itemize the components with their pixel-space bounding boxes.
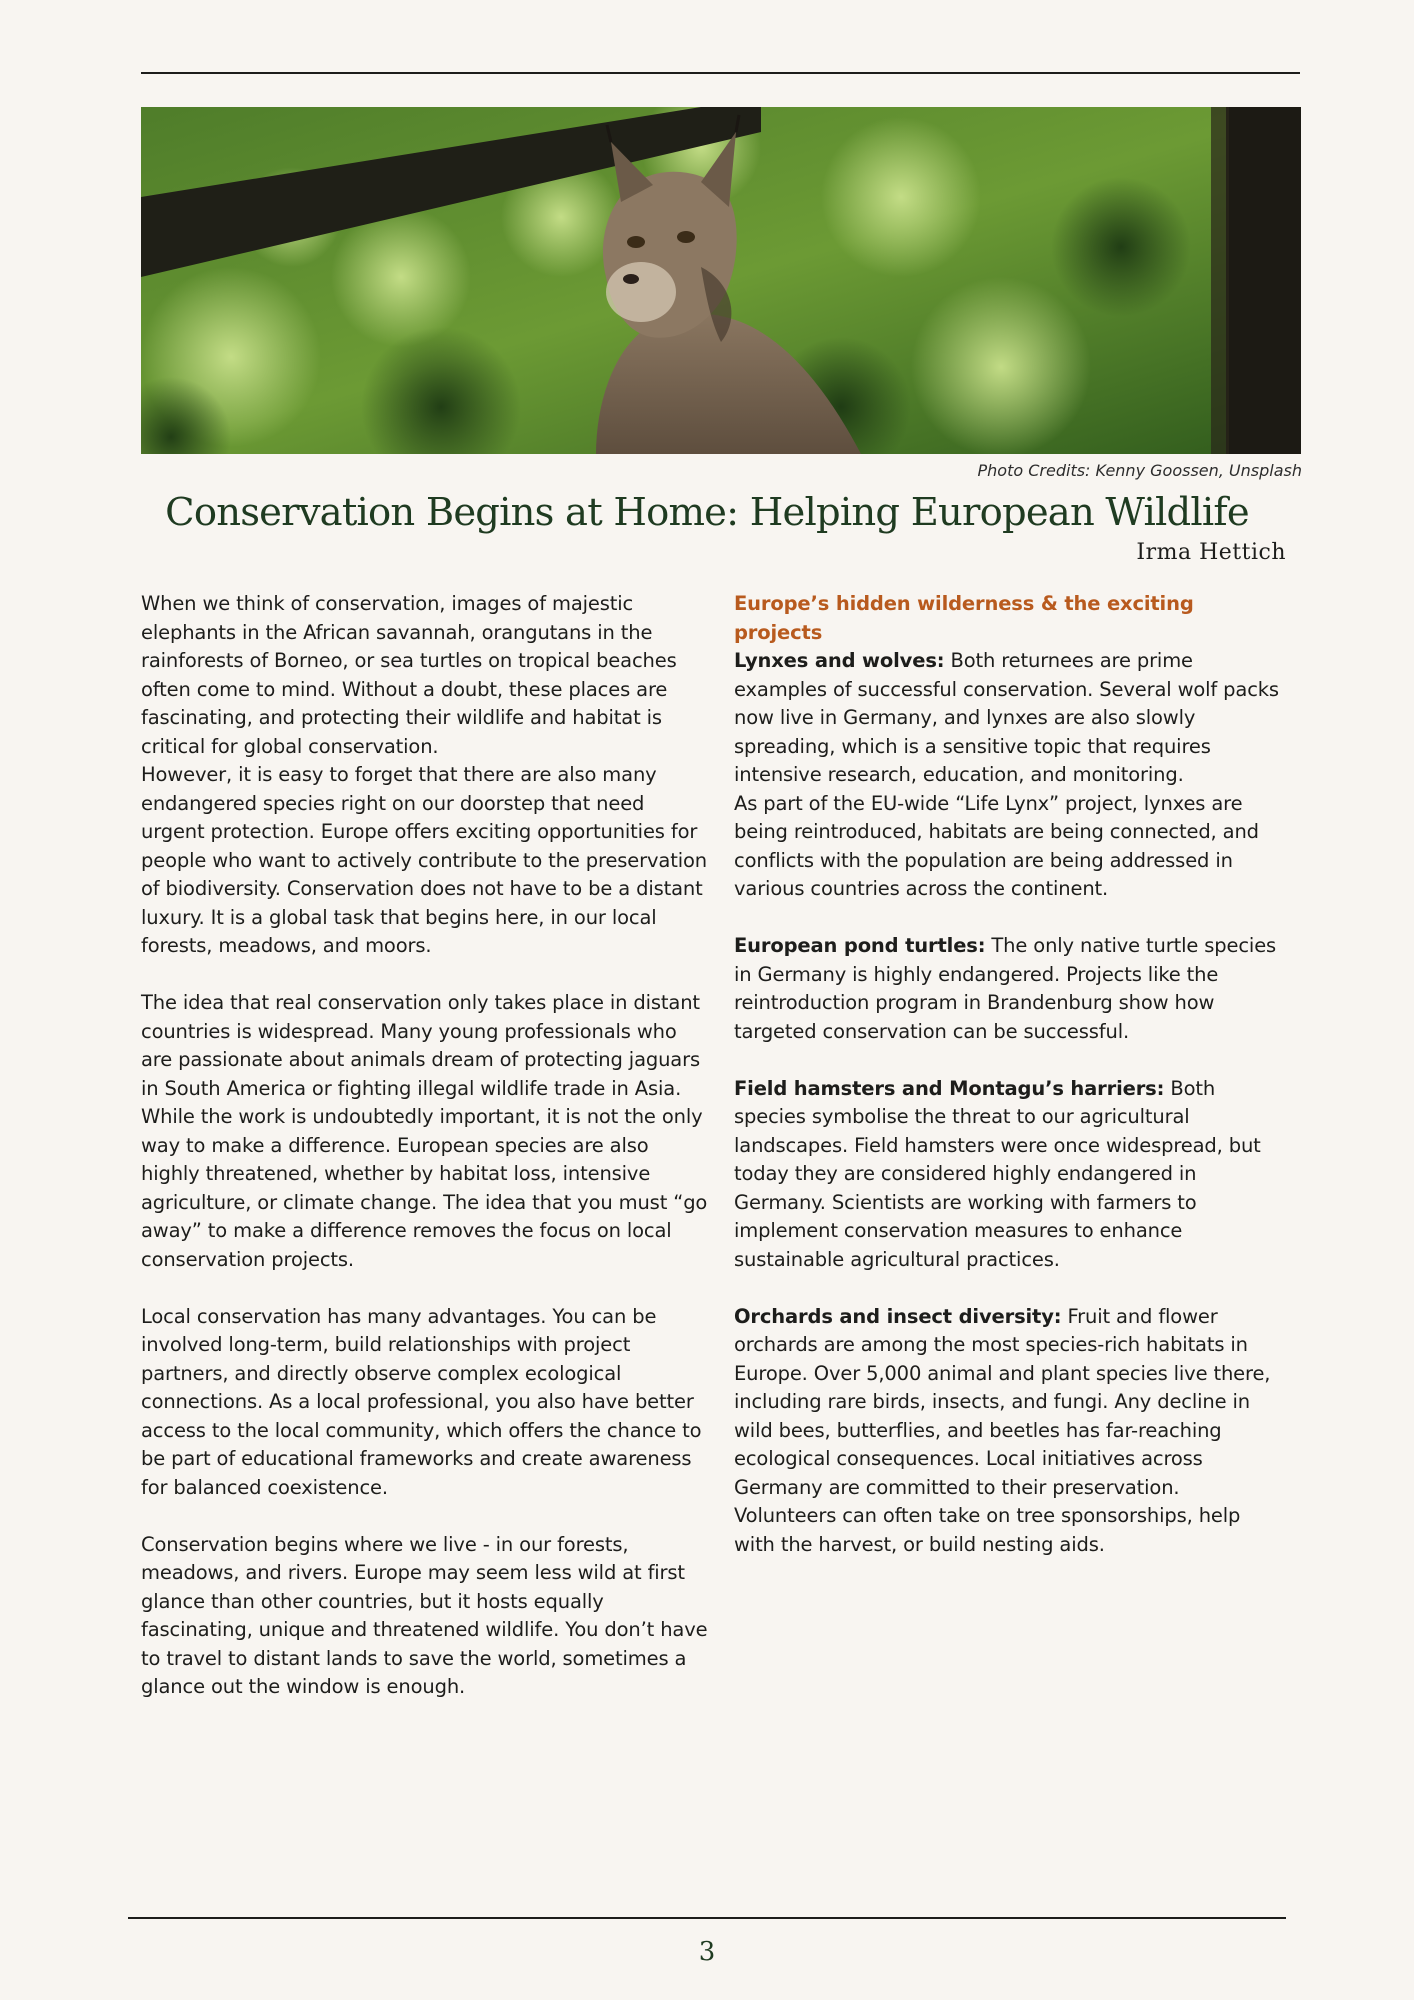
left-column [141,590,709,1702]
author-name: Irma Hettich [1136,540,1286,565]
top-rule [141,72,1300,74]
section-lead: Orchards and insect diversity: [734,1304,1062,1328]
bottom-rule [128,1917,1286,1919]
paragraph: When we think of conservation, images of majestic elephants in the African savannah, orangutans in the rainforests of Borneo, or sea turtles on tropical beaches often come to mind. Without a doubt, these places are fascinating, and protecting their wildlife and habitat is critical for global conservation. [141,592,677,758]
paragraph: Local conservation has many advantages. You can be involved long-term, build relationships with project partners, and directly observe complex ecological connections. As a local professional, you also have better access to the local community, which offers the chance to be part of educational frameworks and create awareness for balanced coexistence. [141,1304,702,1499]
section-text: Fruit and flower orchards are among the most species-rich habitats in Europe. Over 5,000 animal and plant species live there, including rare birds, insects, and fungi. Any decline in wild bees, butterflies, and beetles has far-reaching ecological consequences. Local initiatives across Germany are committed to their preservation. Volunteers can often take on tree sponsorships, help with the harvest, or build nesting aids. [734,1304,1271,1556]
section-hamsters-harriers [734,1075,1286,1275]
section-subheading: Europe’s hidden wilderness & the exciting projects [734,592,1194,644]
section-text: Both species symbolise the threat to our agricultural landscapes. Field hamsters were once widespread, but today they are considered highly endangered in Germany. Scientists are working with farmers to implement conservation measures to enhance sustainable agricultural practices. [734,1076,1261,1271]
right-column [734,590,1286,1559]
article-title: Conservation Begins at Home: Helping European Wildlife [165,490,1249,535]
section-life-lynx: As part of the EU-wide “Life Lynx” project, lynxes are being reintroduced, habitats are being connected, and conflicts with the population are being addressed in various countries across the continent. [734,791,1259,900]
photo-credit: Photo Credits: Kenny Goossen, Unsplash [977,461,1302,480]
section-lead: European pond turtles: [734,934,986,957]
section-lead: Lynxes and wolves: [734,649,945,672]
section-text: Both returnees are prime examples of successful conservation. Several wolf packs now live in Germany, and lynxes are also slowly spreading, which is a sensitive topic that requires intensive research, education, and monitoring. [734,649,1279,786]
paragraph: However, it is easy to forget that there are also many endangered species right on our doorstep that need urgent protection. Europe offers exciting opportunities for people who want to actively contribute to the preservation of biodiversity. Conservation does not have to be a distant luxury. It is a global task that begins here, in our local forests, meadows, and moors. [141,763,707,957]
page-number: 3 [698,1937,716,1967]
section-lead: Field hamsters and Montagu’s harriers: [734,1076,1165,1100]
paragraph: Conservation begins where we live - in our forests, meadows, and rivers. Europe may seem less wild at first glance than other countries, but it hosts equally fascinating, unique and threatened wildlife. You don’t have to travel to distant lands to save the world, sometimes a glance out the window is enough. [141,1532,708,1698]
section-pond-turtles [734,932,1286,1046]
section-lynxes-wolves [734,647,1286,790]
paragraph: The idea that real conservation only takes place in distant countries is widespread. Many young professionals who are passionate about animals dream of protecting jaguars in South America or fighting illegal wildlife trade in Asia. While the work is undoubtedly important, it is not the only way to make a difference. European species are also highly threatened, whether by habitat loss, intensive agriculture, or climate change. The idea that you must “go away” to make a difference removes the focus on local conservation projects. [141,991,708,1271]
lynx-photo-illustration [141,107,1301,454]
section-orchards [734,1303,1286,1560]
lynx-photo [141,107,1301,454]
section-text: The only native turtle species in Germany is highly endangered. Projects like the reintroduction program in Brandenburg show how targeted conservation can be successful. [734,934,1277,1043]
